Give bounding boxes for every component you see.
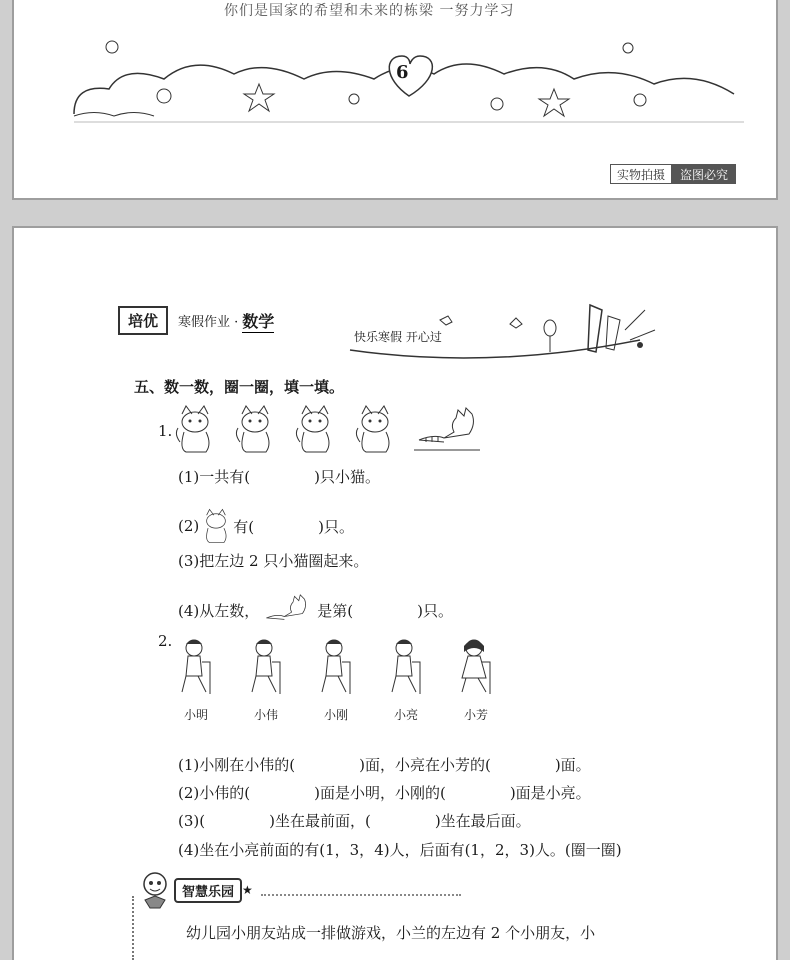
star-icon: ★ [242,883,253,897]
q2-line2 [178,782,591,803]
q2-line1-c: )面。 [554,756,591,774]
q1-line4 [178,592,453,628]
q2-line1-b: )面，小亮在小芳的( [359,756,491,774]
child-on-chair-image [176,636,216,698]
q2-line4: (4)坐在小亮前面的有(1，3，4)人，后面有(1，2，3)人。(圈一圈) [178,841,622,859]
q1-number: 1. [158,422,173,440]
child-figure [246,636,286,723]
watermark-right: 盗图必究 [672,164,736,184]
q1-line2-end: )只。 [318,517,354,536]
q2-number: 2. [158,632,173,650]
child-figure [316,636,356,723]
mascot-icon [140,870,170,910]
previous-page [12,0,778,200]
cat-row [174,404,484,454]
child-figure [456,636,496,723]
cat-icon [199,508,233,544]
page-header [118,306,274,335]
q2-line2-a: (2)小伟的( [178,784,251,802]
q1-line4-mid: 是第( [317,601,354,620]
children-row [176,636,496,723]
child-name: 小芳 [463,708,488,722]
child-figure [176,636,216,723]
slogan: 快乐寒假 开心过 [354,330,442,344]
q1-line4-start: (4)从左数， [178,601,260,620]
cat-image-1 [174,404,216,454]
dotted-line [261,884,461,896]
q2-line3-a: (3)( [178,812,206,830]
q1-line2-mid: 有( [233,517,255,536]
child-on-chair-image [456,636,496,698]
header-decoration [340,300,670,364]
q1-line1 [178,466,380,487]
q1-line1-start: (1)一共有( [178,468,251,486]
q1-line2 [178,508,354,544]
wisdom-section-header [140,870,461,910]
child-name: 小刚 [323,708,348,722]
q1-line4-end: )只。 [417,601,453,620]
page-number: 6 [396,62,409,83]
q2-line3-c: )坐在最后面。 [434,812,531,830]
q2-line2-b: )面是小明，小刚的( [314,784,446,802]
striped-cat-image [414,404,484,454]
wisdom-label: 智慧乐园 [174,878,242,903]
q1-line3: (3)把左边 2 只小猫圈起来。 [178,552,369,570]
watermark [610,164,736,184]
child-on-chair-image [386,636,426,698]
q2-line2-c: )面是小亮。 [509,784,591,802]
cat-image-2 [234,404,276,454]
child-name: 小伟 [253,708,278,722]
striped-cat-icon [259,592,317,628]
q1-line1-end: )只小猫。 [314,468,380,486]
q1-line2-start: (2) [178,517,200,535]
brand-logo: 培优 [118,306,168,335]
cut-off-text: 你们是国家的希望和未来的栋梁 一努力学习 [224,3,515,19]
q2-line1-a: (1)小刚在小伟的( [178,756,296,774]
homework-label: 寒假作业 · [178,315,239,330]
child-on-chair-image [316,636,356,698]
cat-image-3 [294,404,336,454]
child-name: 小亮 [393,708,418,722]
child-name: 小明 [183,708,208,722]
cat-image-4 [354,404,396,454]
wisdom-border [132,896,135,960]
q2-line3 [178,810,531,831]
child-on-chair-image [246,636,286,698]
subject-label: 数学 [242,309,274,333]
q2-line1 [178,754,591,775]
watermark-left: 实物拍摄 [610,164,672,184]
section-title: 五、数一数，圈一圈，填一填。 [134,378,345,396]
child-figure [386,636,426,723]
wisdom-problem-text: 幼儿园小朋友站成一排做游戏，小兰的左边有 2 个小朋友，小 [186,924,596,942]
q2-line3-b: )坐在最前面，( [269,812,371,830]
